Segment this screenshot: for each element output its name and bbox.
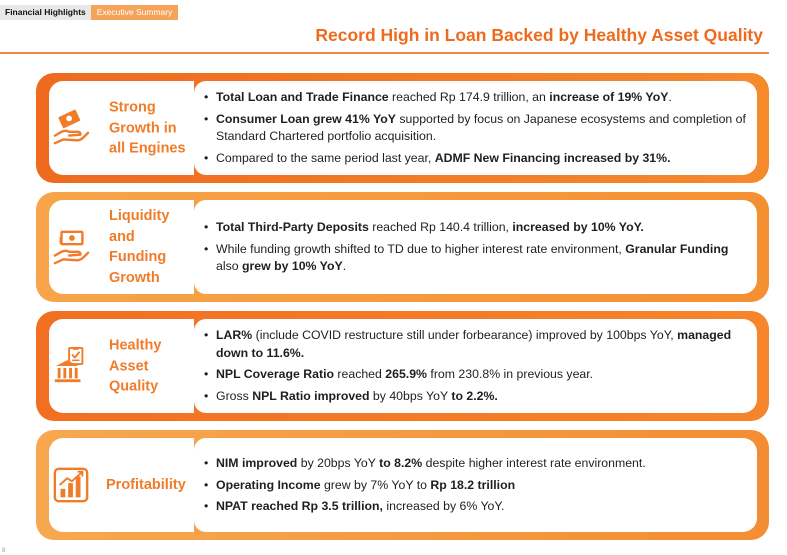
- bullet-item: • Gross NPL Ratio improved by 40bps YoY to 2.2%.: [202, 388, 747, 406]
- section-card-liquidity-funding: [36, 192, 769, 302]
- section-tabs: [0, 5, 178, 20]
- hand-with-money-icon: [52, 109, 90, 147]
- bullet-item: • NPL Coverage Ratio reached 265.9% from 230.8% in previous year.: [202, 366, 747, 384]
- hand-with-banknote-icon: [52, 228, 90, 266]
- bullet-item: • NPAT reached Rp 3.5 trillion, increased by 6% YoY.: [202, 498, 747, 516]
- growth-chart-icon: [52, 466, 90, 504]
- tab-financial-highlights[interactable]: Financial Highlights: [0, 5, 91, 20]
- bullet-item: • Total Third-Party Deposits reached Rp 140.4 trillion, increased by 10% YoY.: [202, 219, 747, 237]
- bullet-item: • Compared to the same period last year, ADMF New Financing increased by 31%.: [202, 150, 747, 168]
- bullet-item: • While funding growth shifted to TD due to higher interest rate environment, Granular Funding also grew by 10% YoY.: [202, 240, 747, 275]
- bullet-item: • Operating Income grew by 7% YoY to Rp 18.2 trillion: [202, 476, 747, 494]
- section-content: [194, 81, 757, 175]
- bullet-list: [202, 455, 747, 516]
- section-card-asset-quality: [36, 311, 769, 421]
- section-label: Liquidity and Funding Growth: [109, 208, 170, 286]
- section-label: Profitability: [106, 476, 186, 493]
- bank-document-icon: [52, 347, 90, 385]
- section-label-area: [36, 319, 194, 413]
- bullet-item: • NIM improved by 20bps YoY to 8.2% despite higher interest rate environment.: [202, 455, 747, 473]
- bullet-list: [202, 219, 747, 276]
- section-label: Healthy Asset Quality: [109, 337, 162, 395]
- tab-executive-summary[interactable]: Executive Summary: [91, 5, 179, 20]
- section-content: [194, 319, 757, 413]
- section-card-profitability: [36, 430, 769, 540]
- section-content: [194, 200, 757, 294]
- page-number: 8: [2, 548, 6, 554]
- bullet-list: [202, 89, 747, 167]
- bullet-item: • Total Loan and Trade Finance reached Rp 174.9 trillion, an increase of 19% YoY.: [202, 89, 747, 107]
- section-label-area: [36, 81, 194, 175]
- section-label-area: [36, 200, 194, 294]
- bullet-item: • Consumer Loan grew 41% YoY supported by focus on Japanese ecosystems and completion of Standard Chartered portfolio acquisition.: [202, 111, 747, 146]
- section-label-area: [36, 438, 194, 532]
- section-card-strong-growth: [36, 73, 769, 183]
- page-title: Record High in Loan Backed by Healthy Asset Quality: [315, 25, 763, 45]
- title-divider: [0, 52, 769, 54]
- bullet-list: [202, 327, 747, 405]
- section-label: Strong Growth in all Engines: [109, 99, 186, 157]
- section-content: [194, 438, 757, 532]
- bullet-item: • LAR% (include COVID restructure still under forbearance) improved by 100bps YoY, managed down to 11.6%.: [202, 327, 747, 362]
